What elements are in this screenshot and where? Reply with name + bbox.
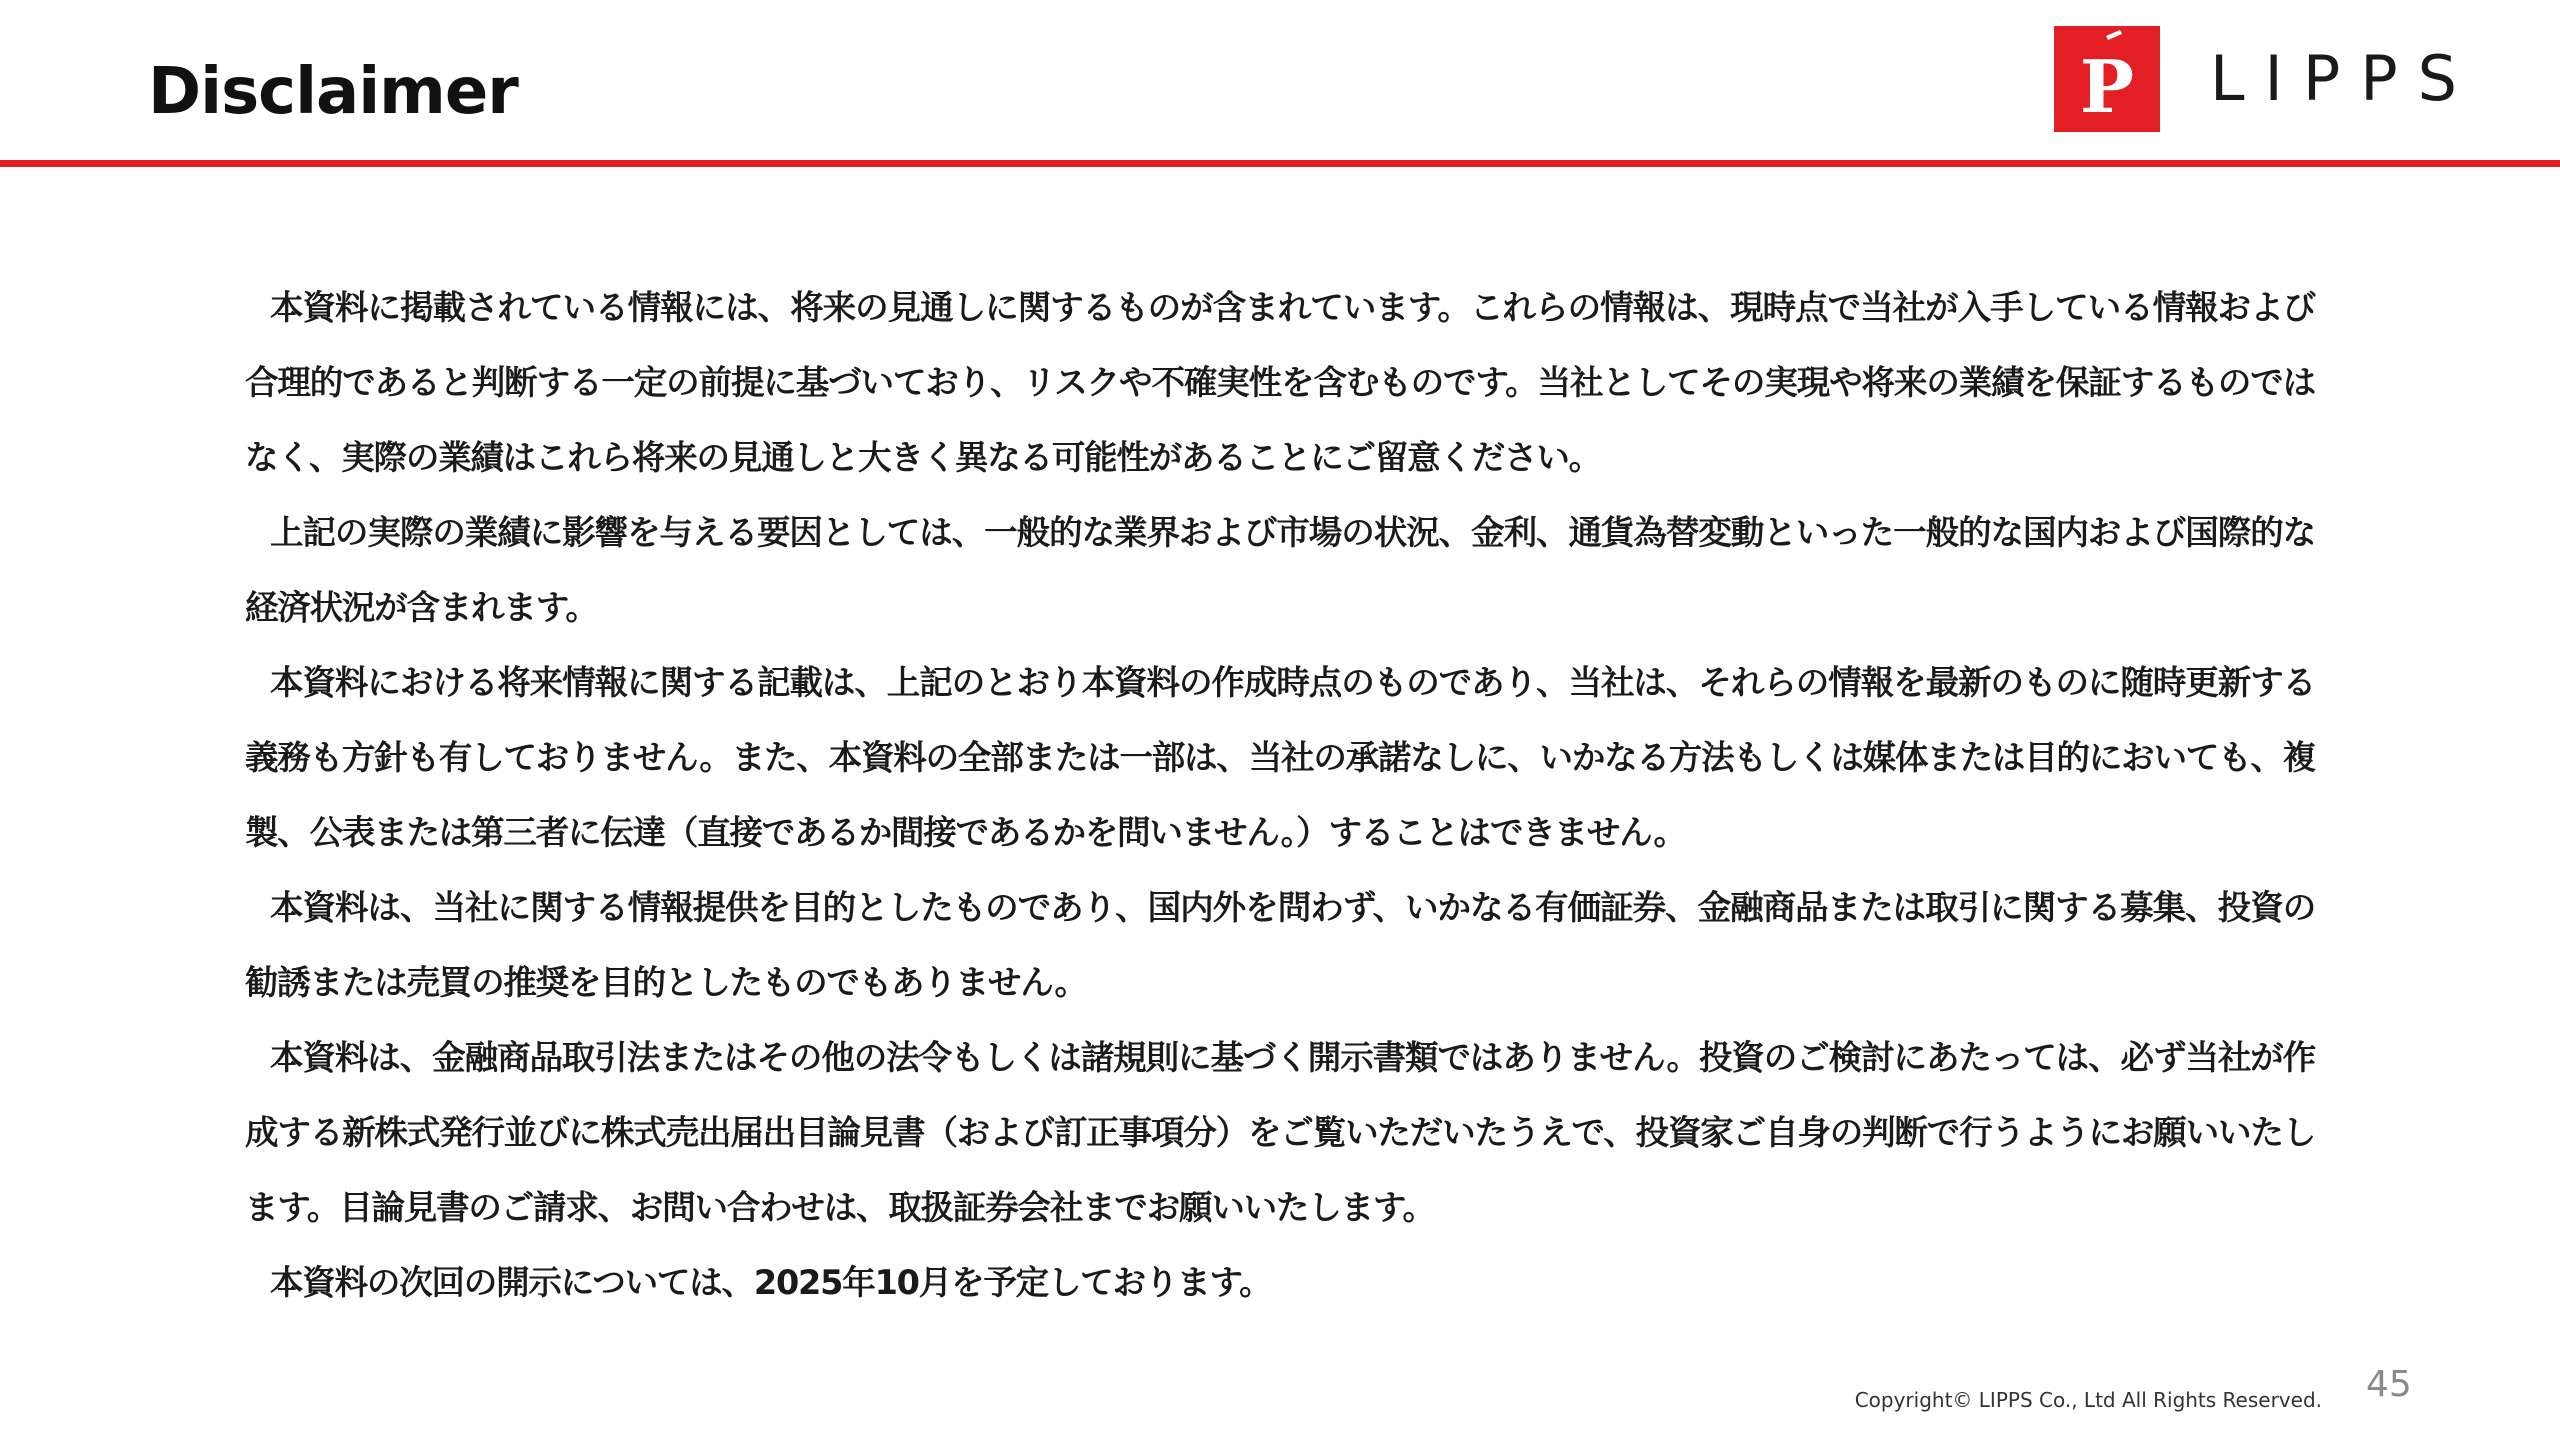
disclaimer-paragraph: 本資料の次回の開示については、2025年10月を予定しております。 [270, 1263, 1272, 1302]
copyright-notice: Copyright© LIPPS Co., Ltd All Rights Reserved. [1854, 1388, 2322, 1412]
disclaimer-paragraph: 本資料は、当社に関する情報提供を目的としたものであり、国内外を問わず、いかなる有価証券、金融商品または取引に関する募集、投資の勧誘または売買の推奨を目的としたものでもありません。 [245, 888, 2315, 1002]
disclaimer-paragraph: 本資料は、金融商品取引法またはその他の法令もしくは諸規則に基づく開示書類ではありません。投資のご検討にあたっては、必ず当社が作成する新株式発行並びに株式売出届出目論見書（および訂正事項分）をご覧いただいたうえで、投資家ご自身の判断で行うようにお願いいたします。目論見書のご請求、お問い合わせは、取扱証券会社までお願いいたします。 [245, 1038, 2315, 1227]
lipps-logo-mark [2054, 26, 2160, 132]
slide-header [0, 0, 2560, 162]
p-letter-icon [2054, 26, 2160, 132]
disclaimer-paragraph: 本資料における将来情報に関する記載は、上記のとおり本資料の作成時点のものであり、当社は、それらの情報を最新のものに随時更新する義務も方針も有しておりません。また、本資料の全部または一部は、当社の承諾なしに、いかなる方法もしくは媒体または目的においても、複製、公表または第三者に伝達（直接であるか間接であるかを問いません。）することはできません。 [245, 663, 2315, 852]
header-divider [0, 160, 2560, 167]
page-title: Disclaimer [148, 55, 518, 129]
logo-accent-mark [2106, 30, 2122, 40]
disclaimer-body [245, 270, 2315, 1320]
disclaimer-paragraph: 本資料に掲載されている情報には、将来の見通しに関するものが含まれています。これらの情報は、現時点で当社が入手している情報および合理的であると判断する一定の前提に基づいており、リスクや不確実性を含むものです。当社としてその実現や将来の業績を保証するものではなく、実際の業績はこれら将来の見通しと大きく異なる可能性があることにご留意ください。 [245, 288, 2315, 477]
disclaimer-paragraph: 上記の実際の業績に影響を与える要因としては、一般的な業界および市場の状況、金利、通貨為替変動といった一般的な国内および国際的な経済状況が含まれます。 [245, 513, 2315, 627]
lipps-logo [2054, 26, 2477, 132]
logo-brand-text: LIPPS [2210, 42, 2477, 115]
logo-mark-letter: P [2079, 44, 2135, 129]
page-number: 45 [2366, 1364, 2412, 1405]
